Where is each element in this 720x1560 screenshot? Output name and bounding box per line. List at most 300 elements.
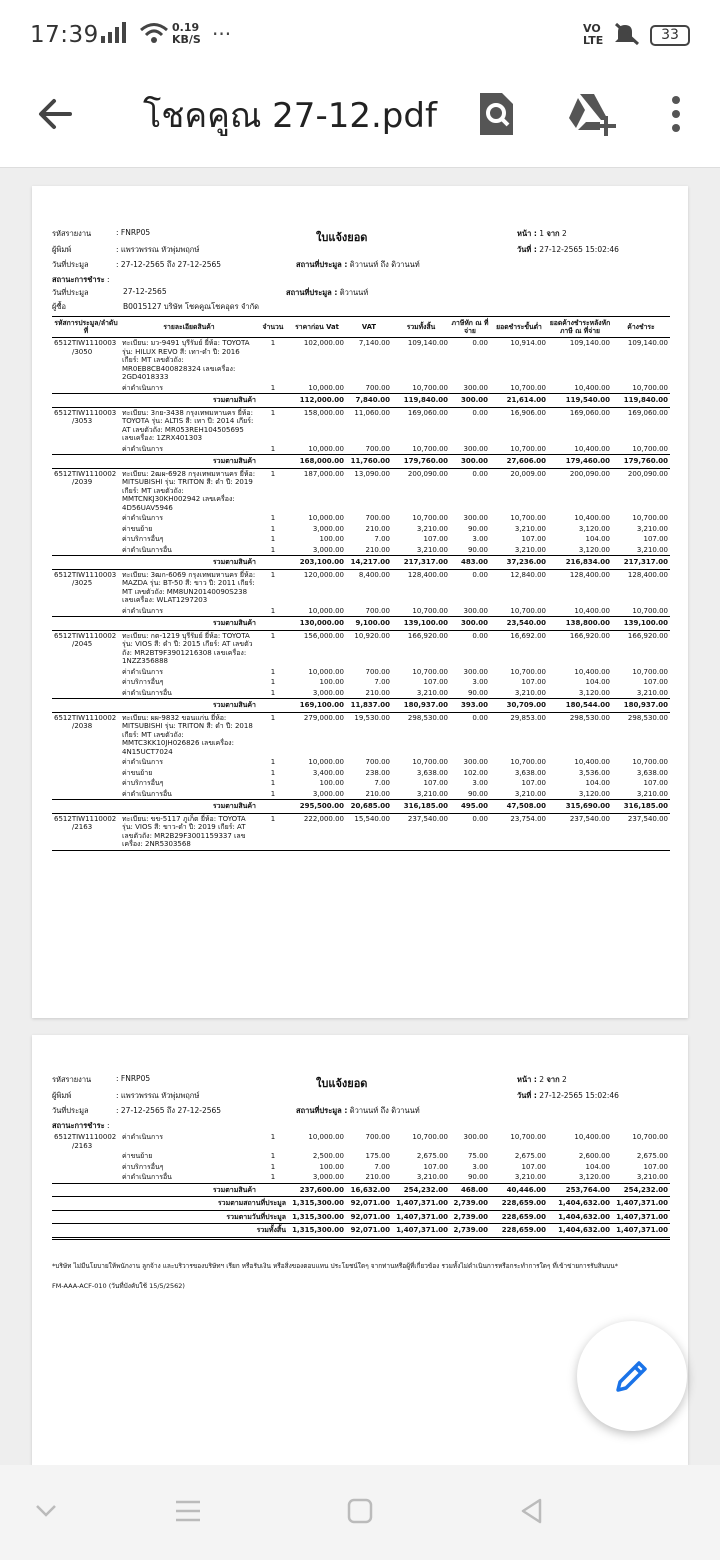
value-cell: 90.00 [467, 688, 488, 697]
value-cell: 1 [270, 1133, 276, 1141]
sum-cell: 315,690.00 [548, 800, 612, 814]
value-cell: 100.00 [319, 779, 344, 787]
value-cell: 1 [270, 789, 276, 798]
sum-cell: 168,000.00 [288, 455, 346, 469]
value-cell: 100.00 [319, 678, 344, 686]
edit-button[interactable] [577, 1321, 687, 1431]
fee-label: ค่าบริการอื่นๆ [122, 535, 164, 543]
value-cell: 1 [270, 545, 276, 554]
value-cell: 10,700.00 [510, 444, 546, 453]
value-cell: 104.00 [585, 535, 610, 543]
fee-row [52, 545, 670, 556]
value-cell: 104.00 [585, 678, 610, 686]
blank-cell [52, 556, 120, 570]
report-title: ใบแจ้งยอด [316, 1077, 368, 1090]
value-cell: 120,000.00 [303, 570, 344, 579]
value-cell: 2,675.00 [514, 1152, 546, 1160]
fee-label: ค่าดำเนินการอื่น [122, 688, 172, 697]
value-cell: 10,400.00 [574, 1133, 610, 1141]
value-cell: 300.00 [463, 758, 488, 766]
subtotal-label: รวมตามสินค้า [120, 617, 258, 631]
form-code: FM-AAA-ACF-010 (วันที่บังคับใช้ 15/5/2562) [52, 1282, 185, 1290]
wifi-icon [139, 22, 169, 48]
value-cell: 200,090.00 [627, 469, 668, 478]
blank-cell [258, 455, 288, 469]
value-cell: 1 [270, 1152, 276, 1160]
value-cell: 109,140.00 [569, 339, 610, 347]
value-cell: 107.00 [643, 1162, 668, 1171]
value-cell: 10,700.00 [632, 383, 668, 392]
value-cell: 7.00 [374, 779, 390, 787]
value-cell: 90.00 [467, 1173, 488, 1181]
value-cell: 10,400.00 [574, 758, 610, 766]
value-cell: 175.00 [365, 1152, 390, 1160]
auction-code-line: 6512TIW1110003 [54, 339, 117, 347]
value-cell: 3,210.00 [416, 688, 448, 697]
total-cell: 92,071.00 [346, 1224, 392, 1239]
fee-row [52, 688, 670, 699]
value-cell: 10,400.00 [574, 514, 610, 522]
sum-cell: 495.00 [450, 800, 490, 814]
total-cell: 92,071.00 [346, 1197, 392, 1211]
value-cell: 10,000.00 [308, 758, 344, 766]
status-time: 17:39 [30, 22, 99, 48]
sum-cell: 179,760.00 [612, 455, 670, 469]
blank-cell [52, 455, 120, 469]
value-cell: 11,060.00 [354, 408, 390, 417]
total-cell: 228,659.00 [490, 1197, 548, 1211]
blank-cell [52, 513, 120, 524]
fee-row [52, 534, 670, 545]
sum-cell: 253,764.00 [548, 1183, 612, 1197]
buyer-label: ผู้ซื้อ [52, 302, 66, 311]
value-cell: 3,638.00 [514, 768, 546, 777]
total-cell: 2,739.00 [450, 1197, 490, 1211]
sum-cell: 40,446.00 [490, 1183, 548, 1197]
payment-status-label: สถานะการชำระ : [52, 1121, 110, 1130]
auction-code [52, 712, 120, 757]
blank-cell [52, 667, 120, 678]
blank-cell [52, 1224, 120, 1239]
sum-cell: 37,236.00 [490, 556, 548, 570]
search-document-icon [476, 90, 518, 138]
print-date: วันที่ : 27-12-2565 15:02:46 [517, 1091, 619, 1100]
total-cell: 92,071.00 [346, 1210, 392, 1224]
value-cell: 10,700.00 [510, 1133, 546, 1141]
fee-label: ค่าบริการอื่นๆ [122, 1162, 164, 1171]
value-cell: 10,700.00 [632, 667, 668, 676]
value-cell: 1 [270, 339, 276, 347]
value-cell: 3,210.00 [416, 1173, 448, 1181]
app-bar [0, 70, 720, 168]
value-cell: 298,530.00 [407, 713, 448, 722]
value-cell: 3,210.00 [514, 545, 546, 554]
auction-code-line: /2163 [72, 1141, 93, 1150]
sum-cell: 393.00 [450, 699, 490, 713]
sum-cell: 119,840.00 [612, 394, 670, 408]
value-cell: 3,000.00 [312, 688, 344, 697]
vehicle-description: ทะเบียน: ขข-5117 ภูเก็ต ยี่ห้อ: TOYOTA รุ่น: VIOS สี: ขาว-ดำ ปี: 2019 เกียร์: AT เลขตัวถัง: MR2B29F3001159337 เลขเครื่อง: 2NR5303568 [120, 813, 258, 850]
value-cell: 3,210.00 [636, 789, 668, 798]
value-cell: 2,600.00 [578, 1152, 610, 1160]
report-code-label: รหัสรายงาน [52, 1075, 92, 1084]
value-cell: 10,700.00 [412, 514, 448, 522]
sum-cell: 138,800.00 [548, 617, 612, 631]
total-row [52, 1197, 670, 1211]
value-cell: 237,540.00 [612, 813, 670, 850]
fee-row [52, 757, 670, 768]
auction-date-label: วันที่ประมูล [52, 260, 89, 269]
value-cell: 10,914.00 [510, 339, 546, 347]
value-cell: 10,700.00 [632, 758, 668, 766]
report-code-label: รหัสรายงาน [52, 229, 92, 238]
column-header: รายละเอียดสินค้า [120, 317, 258, 338]
find-in-document-button[interactable] [476, 90, 518, 138]
home-icon[interactable] [346, 1497, 374, 1529]
subtotal-row [52, 699, 670, 713]
fee-row [52, 606, 670, 617]
value-cell: 3,120.00 [578, 688, 610, 697]
value-cell: 10,700.00 [632, 1133, 668, 1141]
value-cell: 100.00 [319, 535, 344, 543]
value-cell: 1 [270, 768, 276, 777]
value-cell: 107.00 [423, 535, 448, 543]
subtotal-label: รวมตามสินค้า [120, 556, 258, 570]
total-cell: 2,739.00 [450, 1224, 490, 1239]
pdf-page-1[interactable] [32, 186, 688, 1018]
more-vert-icon [664, 94, 688, 134]
subtotal-label: รวมตามสินค้า [120, 394, 258, 408]
sum-cell: 300.00 [450, 394, 490, 408]
value-cell: 3,120.00 [578, 545, 610, 554]
value-cell: 102.00 [463, 768, 488, 777]
blank-cell [258, 699, 288, 713]
value-cell: 100.00 [319, 1162, 344, 1171]
value-cell: 90.00 [467, 524, 488, 533]
subtotal-label: รวมตามสินค้า [120, 1183, 258, 1197]
value-cell: 128,400.00 [627, 570, 668, 579]
value-cell: 3,120.00 [578, 524, 610, 533]
subtotal-row [52, 455, 670, 469]
vehicle-description: ทะเบียน: 3กย-3438 กรุงเทพมหานคร ยี่ห้อ: TOYOTA รุ่น: ALTIS สี: เทา ปี: 2014 เกียร์: AT เลขตัวถัง: MR053REH104505695 เลขเครื่อง: 1ZRX401303 [122, 408, 254, 442]
value-cell: 166,920.00 [407, 631, 448, 640]
fee-row [52, 667, 670, 678]
blank-cell [52, 444, 120, 455]
value-cell: 279,000.00 [303, 713, 344, 722]
value-cell: 210.00 [365, 1173, 390, 1181]
column-header: ยอดค้างชำระหลังหักภาษี ณ ที่จ่าย [548, 317, 612, 338]
value-cell: 200,090.00 [407, 469, 448, 478]
back-nav-icon[interactable] [518, 1497, 546, 1529]
value-cell: 0.00 [472, 713, 488, 722]
value-cell: 169,060.00 [627, 408, 668, 417]
drive-add-icon [566, 90, 616, 138]
arrow-left-icon [36, 94, 76, 134]
auction-code-line: 6512TIW1110002 [54, 469, 117, 478]
value-cell: 2,500.00 [312, 1152, 344, 1160]
value-cell: 107.00 [423, 779, 448, 787]
sum-cell: 254,232.00 [392, 1183, 450, 1197]
fee-label: ค่าบริการอื่นๆ [122, 779, 164, 787]
value-cell: 90.00 [467, 545, 488, 554]
sum-cell: 180,544.00 [548, 699, 612, 713]
value-cell: 700.00 [365, 444, 390, 453]
sum-cell: 11,837.00 [346, 699, 392, 713]
value-cell: 13,090.00 [354, 469, 390, 478]
value-cell: 3,638.00 [416, 768, 448, 777]
value-cell: 7.00 [374, 535, 390, 543]
value-cell: 10,000.00 [308, 667, 344, 676]
auction-code-line: /2039 [72, 478, 93, 486]
fee-label: ค่าดำเนินการ [122, 606, 163, 615]
value-cell: 102,000.00 [303, 339, 344, 347]
fee-label: ค่าบริการอื่นๆ [122, 678, 164, 686]
buyer-value: B0015127 บริษัท โชคคูณโชคอุดร จำกัด [123, 302, 260, 311]
auction-code [52, 1172, 120, 1183]
total-cell: 228,659.00 [490, 1210, 548, 1224]
value-cell: 3,000.00 [312, 789, 344, 798]
value-cell: 107.00 [521, 535, 546, 543]
sum-cell: 119,540.00 [548, 394, 612, 408]
total-cell: 1,407,371.00 [612, 1224, 670, 1239]
sum-cell: 21,614.00 [490, 394, 548, 408]
value-cell: 700.00 [365, 667, 390, 676]
auction-code [52, 630, 120, 667]
value-cell: 300.00 [463, 383, 488, 392]
subtotal-row [52, 1183, 670, 1197]
total-cell: 2,739.00 [450, 1210, 490, 1224]
column-header: ราคาก่อน Vat [288, 317, 346, 338]
sum-cell: 130,000.00 [288, 617, 346, 631]
value-cell: 19,530.00 [354, 713, 390, 722]
value-cell: 3.00 [472, 779, 488, 787]
value-cell: 2,675.00 [636, 1152, 668, 1160]
sum-cell: 203,100.00 [288, 556, 346, 570]
fee-label: ค่าดำเนินการ [122, 1133, 163, 1141]
vehicle-description: ทะเบียน: กต-1219 บุรีรัมย์ ยี่ห้อ: TOYOTA รุ่น: VIOS สี: ดำ ปี: 2015 เกียร์: AT เลขตัวถัง: MR2BT9F3901216308 เลขเครื่อง: 1NZZ356888 [122, 631, 253, 665]
total-cell: 1,407,371.00 [392, 1210, 450, 1224]
value-cell: 1 [270, 535, 276, 543]
auction-code [52, 338, 120, 383]
network-speed: 0.19 KB/S [172, 21, 201, 46]
vehicle-description: ทะเบียน: ผผ-9832 ขอนแก่น ยี่ห้อ: MITSUBISHI รุ่น: TRITON สี: ดำ ปี: 2018 เกียร์: MT เลขตัวถัง: MMTC3KK10JH026826 เลขเครื่อง: 4N15UCT7024 [122, 713, 253, 756]
value-cell: 7.00 [374, 1162, 390, 1171]
mute-icon [613, 22, 643, 50]
value-cell: 10,000.00 [308, 444, 344, 453]
blank-cell [52, 524, 120, 535]
column-header: ภาษีหัก ณ ที่จ่าย [450, 317, 490, 338]
auction-code [52, 569, 120, 606]
blank-cell [52, 699, 120, 713]
pencil-icon [613, 1357, 651, 1395]
value-cell: 104.00 [585, 1162, 610, 1171]
statement-table [52, 316, 670, 851]
value-cell: 0.00 [472, 631, 488, 640]
value-cell: 10,700.00 [510, 514, 546, 522]
navigation-bar [0, 1465, 720, 1560]
fee-label: ค่าดำเนินการ [122, 514, 163, 522]
vehicle-description: ทะเบียน: 3ฒก-6069 กรุงเทพมหานคร ยี่ห้อ: MAZDA รุ่น: BT-50 สี: ขาว ปี: 2011 เกียร์: MT เลขตัวถัง: MM8UN20140090S238 เลขเครื่อง: WLAT1297203 [122, 570, 256, 604]
sum-cell: 11,760.00 [346, 455, 392, 469]
sum-cell: 14,217.00 [346, 556, 392, 570]
menu-icon[interactable] [174, 1497, 202, 1529]
fee-label: ค่าขนย้าย [122, 768, 153, 777]
value-cell: 107.00 [643, 678, 668, 686]
fee-row [52, 768, 670, 779]
sum-cell: 30,709.00 [490, 699, 548, 713]
value-cell: 107.00 [423, 678, 448, 686]
value-cell: 3,400.00 [312, 768, 344, 777]
value-cell: 300.00 [463, 667, 488, 676]
value-cell: 3,210.00 [514, 524, 546, 533]
auction-date-range: : 27-12-2565 ถึง 27-12-2565 [116, 260, 222, 269]
value-cell: 10,400.00 [574, 606, 610, 615]
blank-cell [258, 617, 288, 631]
value-cell: 3,120.00 [578, 1173, 610, 1181]
value-cell: 210.00 [365, 545, 390, 554]
value-cell: 0.00 [450, 813, 490, 850]
payment-status-label: สถานะการชำระ : [52, 275, 110, 284]
sum-cell: 316,185.00 [612, 800, 670, 814]
column-header: ยอดชำระขั้นต่ำ [490, 317, 548, 338]
total-cell: 1,315,300.00 [288, 1210, 346, 1224]
blank-cell [52, 778, 120, 789]
auction-date-label: วันที่ประมูล [52, 1106, 89, 1115]
value-cell: 10,400.00 [574, 444, 610, 453]
value-cell: 15,540.00 [346, 813, 392, 850]
sum-cell: 23,540.00 [490, 617, 548, 631]
table-row [52, 712, 670, 757]
add-to-drive-button[interactable] [566, 90, 616, 138]
value-cell: 10,000.00 [308, 383, 344, 392]
value-cell: 210.00 [365, 688, 390, 697]
value-cell: 3,638.00 [636, 768, 668, 777]
value-cell: 300.00 [463, 514, 488, 522]
value-cell: 237,540.00 [392, 813, 450, 850]
auction-code-line: /3025 [72, 579, 93, 587]
fee-label: ค่าดำเนินการ [122, 667, 163, 676]
value-cell: 166,920.00 [569, 631, 610, 640]
value-cell: 166,920.00 [627, 631, 668, 640]
value-cell: 10,700.00 [510, 758, 546, 766]
table-row [52, 813, 670, 850]
value-cell: 2,675.00 [416, 1152, 448, 1160]
value-cell: 0.00 [472, 570, 488, 579]
value-cell: 700.00 [365, 383, 390, 392]
table-row [52, 630, 670, 667]
value-cell: 298,530.00 [627, 713, 668, 722]
value-cell: 10,700.00 [412, 606, 448, 615]
value-cell: 156,000.00 [303, 631, 344, 640]
auction-code-line: 6512TIW1110003 [54, 408, 117, 417]
value-cell: 10,700.00 [632, 606, 668, 615]
value-cell: 90.00 [467, 789, 488, 798]
auction-code [52, 1162, 120, 1173]
value-cell: 3,000.00 [312, 545, 344, 554]
value-cell: 1 [258, 813, 288, 850]
printer-label: ผู้พิมพ์ [52, 245, 72, 254]
value-cell: 104.00 [585, 779, 610, 787]
printer-value: : แพรวพรรณ หัวพุ่มพฤกษ์ [116, 245, 200, 254]
value-cell: 10,920.00 [354, 631, 390, 640]
signal-icon [101, 22, 131, 48]
blank-cell [52, 534, 120, 545]
fee-row [52, 524, 670, 535]
value-cell: 3,536.00 [578, 768, 610, 777]
more-options-button[interactable] [664, 94, 688, 134]
sum-cell: 216,834.00 [548, 556, 612, 570]
value-cell: 1 [270, 469, 276, 478]
fee-row [52, 1162, 670, 1173]
sum-cell: 47,508.00 [490, 800, 548, 814]
value-cell: 300.00 [463, 444, 488, 453]
value-cell: 10,700.00 [632, 444, 668, 453]
back-button[interactable] [36, 94, 76, 134]
table-row [52, 338, 670, 383]
value-cell: 10,700.00 [412, 758, 448, 766]
value-cell: 1 [270, 383, 276, 392]
value-cell: 700.00 [365, 514, 390, 522]
value-cell: 3,210.00 [636, 524, 668, 533]
chevron-down-icon[interactable] [34, 1501, 58, 1525]
sum-cell: 179,760.00 [392, 455, 450, 469]
auction-date-label-2: วันที่ประมูล [52, 288, 89, 297]
value-cell: 0.00 [472, 408, 488, 417]
page-number: หน้า : 2 จาก 2 [517, 1075, 567, 1084]
value-cell: 10,000.00 [308, 514, 344, 522]
total-cell: 1,407,371.00 [392, 1197, 450, 1211]
value-cell: 10,400.00 [574, 383, 610, 392]
value-cell: 3,210.00 [416, 789, 448, 798]
blank-cell [52, 677, 120, 688]
value-cell: 187,000.00 [303, 469, 344, 478]
value-cell: 20,009.00 [510, 469, 546, 478]
value-cell: 3,210.00 [636, 1173, 668, 1181]
value-cell: 10,700.00 [632, 514, 668, 522]
sum-cell: 112,000.00 [288, 394, 346, 408]
value-cell: 75.00 [467, 1152, 488, 1160]
value-cell: 3,000.00 [312, 1173, 344, 1181]
sum-cell: 468.00 [450, 1183, 490, 1197]
auction-place-value: สถานที่ประมูล : ติวานนท์ [286, 288, 369, 297]
sum-cell: 217,317.00 [612, 556, 670, 570]
sum-cell: 139,100.00 [392, 617, 450, 631]
fee-label: ค่าดำเนินการ [122, 383, 163, 392]
sum-cell: 7,840.00 [346, 394, 392, 408]
fee-row [52, 1151, 670, 1162]
value-cell: 109,140.00 [407, 339, 448, 347]
total-cell: 1,404,632.00 [548, 1197, 612, 1211]
subtotal-row [52, 556, 670, 570]
value-cell: 16,906.00 [510, 408, 546, 417]
fee-row [52, 1132, 670, 1151]
table-row [52, 569, 670, 606]
fee-row [52, 383, 670, 394]
vehicle-description: ทะเบียน: 2ฒผ-6928 กรุงเทพมหานคร ยี่ห้อ: MITSUBISHI รุ่น: TRITON สี: ดำ ปี: 2019 เกียร์: MT เลขตัวถัง: MMTCNKJ30KH002942 เลขเครื่อง: 4D56UAV5946 [122, 469, 256, 512]
value-cell: 1 [270, 758, 276, 766]
auction-code [52, 1151, 120, 1162]
blank-cell [258, 800, 288, 814]
blank-cell [52, 800, 120, 814]
value-cell: 10,700.00 [412, 444, 448, 453]
fee-row [52, 677, 670, 688]
value-cell: 1 [270, 444, 276, 453]
value-cell: 10,700.00 [510, 606, 546, 615]
value-cell: 1 [270, 631, 276, 640]
blank-cell [52, 757, 120, 768]
value-cell: 16,692.00 [510, 631, 546, 640]
value-cell: 7.00 [374, 678, 390, 686]
